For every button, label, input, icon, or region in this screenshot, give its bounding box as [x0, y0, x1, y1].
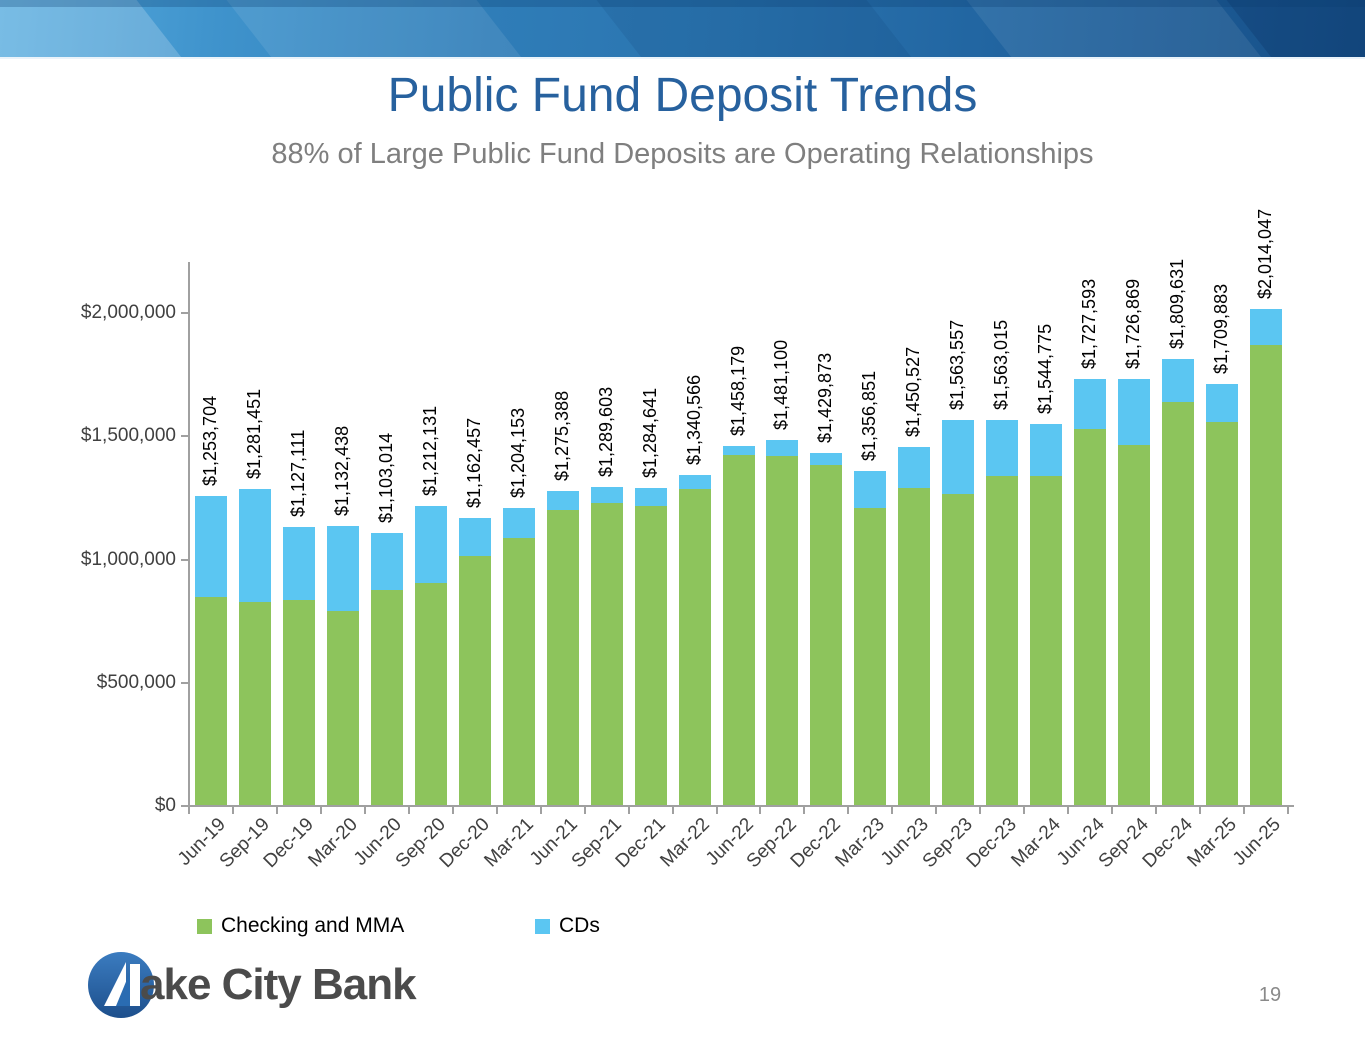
x-axis-label: Sep-22	[743, 814, 802, 873]
bar-segment-cds	[679, 475, 711, 490]
bar-total-label: $1,809,631	[1167, 258, 1188, 349]
bar-segment-checking	[942, 494, 974, 805]
bar-total-label: $1,340,566	[683, 374, 704, 465]
bar-segment-cds	[1162, 359, 1194, 403]
x-axis-tick	[1199, 807, 1201, 814]
x-axis-tick	[364, 807, 366, 814]
bar-segment-checking	[547, 510, 579, 805]
bar-segment-checking	[239, 602, 271, 805]
bar-segment-checking	[1074, 429, 1106, 805]
x-axis-label: Jun-20	[349, 814, 406, 870]
bar-segment-cds	[1250, 309, 1282, 345]
bar-total-label: $1,709,883	[1211, 283, 1232, 374]
page-number: 19	[1258, 984, 1282, 1006]
bar-segment-checking	[635, 506, 667, 805]
bar-segment-cds	[327, 526, 359, 611]
x-axis-label: Mar-20	[304, 814, 362, 872]
bar-segment-cds	[415, 506, 447, 582]
bar-segment-cds	[239, 489, 271, 602]
bar-total-label: $1,544,775	[1035, 324, 1056, 415]
legend-swatch-cds	[535, 919, 550, 934]
x-axis-tick	[759, 807, 761, 814]
x-axis-label: Jun-19	[173, 814, 230, 870]
bar-total-label: $1,132,438	[331, 425, 352, 516]
legend-swatch-checking	[197, 919, 212, 934]
x-axis-label: Dec-23	[962, 814, 1022, 873]
y-axis-tick	[181, 435, 188, 437]
bar-segment-cds	[1030, 424, 1062, 476]
x-axis-tick	[803, 807, 805, 814]
bar-segment-checking	[327, 611, 359, 805]
bar-segment-checking	[1162, 402, 1194, 805]
lake-city-bank-logo	[86, 950, 416, 1020]
legend-label-cds: CDs	[559, 914, 600, 937]
x-axis-tick	[672, 807, 674, 814]
bar-segment-cds	[810, 453, 842, 465]
bar-segment-cds	[723, 446, 755, 456]
x-axis-tick	[1067, 807, 1069, 814]
bar-segment-checking	[986, 476, 1018, 805]
bar-total-label: $1,289,603	[595, 387, 616, 478]
x-axis-label: Sep-24	[1094, 814, 1154, 873]
legend-item-checking	[197, 914, 404, 938]
bar-total-label: $1,458,179	[727, 345, 748, 436]
bar-segment-checking	[1118, 445, 1150, 805]
bar-total-label: $1,103,014	[375, 433, 396, 524]
x-axis-tick	[320, 807, 322, 814]
x-axis-tick	[276, 807, 278, 814]
x-axis-label: Sep-21	[567, 814, 626, 873]
bar-segment-cds	[942, 420, 974, 495]
bar-segment-checking	[371, 590, 403, 805]
x-axis-tick	[1023, 807, 1025, 814]
x-axis-label: Dec-24	[1138, 814, 1197, 873]
x-axis-label: Jun-23	[877, 814, 934, 870]
x-axis-tick	[847, 807, 849, 814]
bar-segment-checking	[459, 556, 491, 805]
x-axis-tick	[496, 807, 498, 814]
y-axis-tick	[181, 559, 188, 561]
x-axis-tick	[232, 807, 234, 814]
y-axis-label: $2,000,000	[80, 302, 176, 323]
bar-total-label: $1,127,111	[287, 429, 308, 518]
bar-segment-checking	[1030, 476, 1062, 805]
x-axis-label: Dec-21	[611, 814, 670, 873]
x-axis-tick	[1243, 807, 1245, 814]
legend-label-checking: Checking and MMA	[221, 914, 405, 937]
x-axis-tick	[408, 807, 410, 814]
y-axis-tick	[181, 805, 188, 807]
bar-segment-checking	[810, 465, 842, 805]
bar-total-label: $1,450,527	[903, 347, 924, 438]
x-axis-label: Mar-22	[655, 814, 714, 872]
bar-total-label: $1,275,388	[551, 390, 572, 481]
x-axis-label: Jun-21	[525, 814, 582, 870]
bar-total-label: $1,563,557	[947, 319, 968, 410]
x-axis-tick	[1287, 807, 1289, 814]
bar-total-label: $1,727,593	[1079, 279, 1100, 370]
x-axis-label: Mar-25	[1183, 814, 1241, 872]
bar-segment-cds	[766, 440, 798, 456]
bar-total-label: $1,429,873	[815, 352, 836, 443]
bar-segment-cds	[547, 491, 579, 510]
x-axis-tick	[540, 807, 542, 814]
bar-segment-checking	[415, 583, 447, 805]
x-axis-tick	[584, 807, 586, 814]
bar-segment-checking	[591, 503, 623, 805]
x-axis-label: Jun-24	[1053, 814, 1110, 870]
x-axis-tick	[188, 807, 190, 814]
bar-total-label: $1,281,451	[243, 389, 264, 480]
bar-total-label: $1,563,015	[991, 319, 1012, 410]
bar-segment-cds	[503, 508, 535, 538]
logo-text: ake City Bank	[140, 960, 416, 1009]
bar-segment-cds	[854, 471, 886, 509]
legend-item-cds	[535, 914, 600, 938]
bar-segment-cds	[1118, 379, 1150, 445]
bar-segment-checking	[1250, 345, 1282, 805]
x-axis-label: Mar-23	[831, 814, 890, 872]
bar-segment-cds	[195, 496, 227, 597]
x-axis-tick	[628, 807, 630, 814]
slide-title: Public Fund Deposit Trends	[387, 69, 978, 122]
bar-segment-cds	[459, 518, 491, 556]
bar-segment-cds	[635, 488, 667, 506]
y-axis-label: $1,000,000	[80, 548, 176, 570]
bar-segment-checking	[854, 508, 886, 805]
bar-total-label: $1,356,851	[859, 370, 880, 461]
y-axis-line	[188, 262, 190, 807]
x-axis-tick	[1111, 807, 1113, 814]
bar-segment-checking	[723, 455, 755, 805]
bar-segment-cds	[1074, 379, 1106, 429]
slide-subtitle: 88% of Large Public Fund Deposits are Operating Relationships	[271, 138, 1094, 170]
y-axis-label: $500,000	[96, 671, 176, 693]
x-axis-label: Sep-19	[215, 814, 274, 873]
bar-total-label: $1,284,641	[639, 388, 660, 479]
x-axis-label: Dec-19	[259, 814, 318, 873]
bar-segment-cds	[898, 447, 930, 488]
bar-segment-checking	[679, 489, 711, 805]
x-axis-label: Dec-20	[435, 814, 494, 873]
bar-segment-checking	[766, 456, 798, 805]
bar-total-label: $1,204,153	[507, 408, 528, 499]
x-axis-tick	[1155, 807, 1157, 814]
x-axis-label: Mar-21	[480, 814, 538, 872]
x-axis-label: Sep-20	[391, 814, 450, 873]
x-axis-label: Dec-22	[787, 814, 846, 873]
bar-total-label: $1,162,457	[463, 418, 484, 509]
x-axis-label: Jun-25	[1228, 814, 1285, 870]
x-axis-label: Mar-24	[1007, 814, 1066, 872]
x-axis-tick	[452, 807, 454, 814]
bar-segment-checking	[503, 538, 535, 805]
bar-total-label: $1,481,100	[771, 339, 792, 430]
x-axis-label: Sep-23	[918, 814, 978, 873]
x-axis-tick	[979, 807, 981, 814]
bar-segment-cds	[591, 487, 623, 503]
y-axis-tick	[181, 682, 188, 684]
x-axis-label: Jun-22	[701, 814, 758, 870]
bar-total-label: $2,014,047	[1255, 208, 1276, 299]
bar-segment-cds	[283, 527, 315, 600]
bar-segment-cds	[1206, 384, 1238, 423]
x-axis-line	[188, 805, 1294, 807]
y-axis-label: $0	[154, 795, 176, 816]
bar-segment-cds	[986, 420, 1018, 477]
x-axis-tick	[935, 807, 937, 814]
y-axis-label: $1,500,000	[80, 425, 176, 447]
bar-total-label: $1,726,869	[1123, 279, 1144, 370]
bar-total-label: $1,253,704	[200, 395, 220, 486]
bar-segment-checking	[898, 488, 930, 805]
bar-total-label: $1,212,131	[419, 406, 440, 497]
bar-segment-cds	[371, 533, 403, 590]
x-axis-tick	[891, 807, 893, 814]
bar-segment-checking	[283, 600, 315, 805]
bar-segment-checking	[1206, 422, 1238, 805]
x-axis-tick	[716, 807, 718, 814]
bar-segment-checking	[195, 597, 227, 805]
y-axis-tick	[181, 312, 188, 314]
